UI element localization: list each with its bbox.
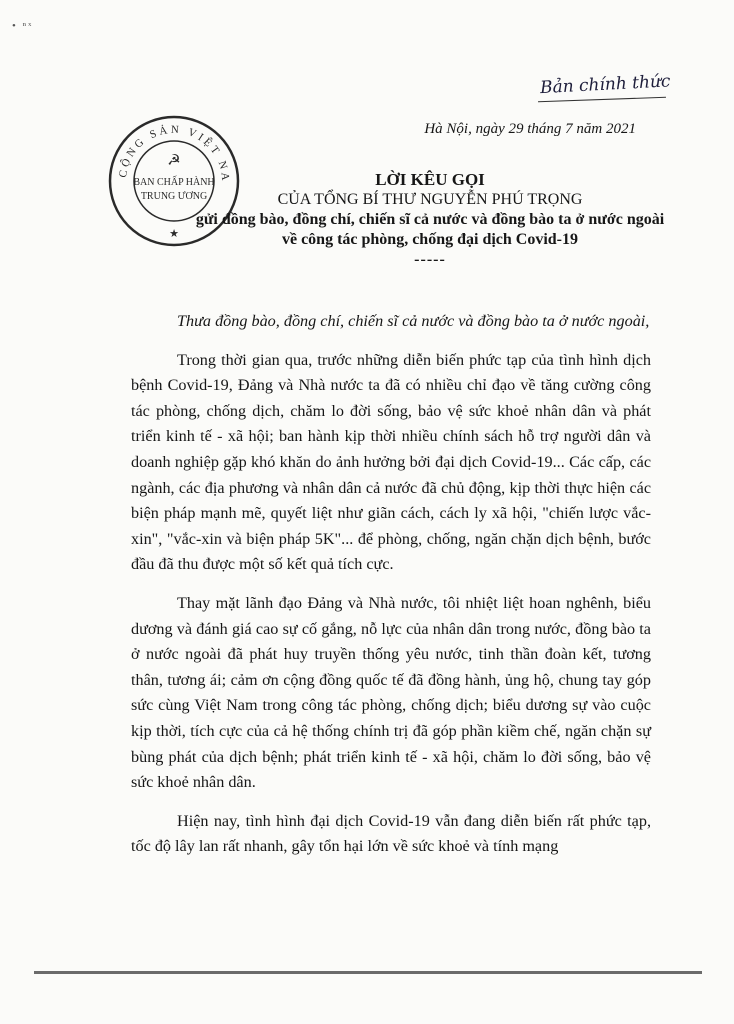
document-title: LỜI KÊU GỌI: [375, 170, 485, 189]
scan-mark: • ⁿˣ: [12, 20, 34, 32]
paragraph: Thay mặt lãnh đạo Đảng và Nhà nước, tôi nhiệt liệt hoan nghênh, biểu dương và đánh giá cao sự cố gắng, nỗ lực của nhân dân trong nước, đồng bào ta ở nước ngoài đã phát huy truyền thống yêu nước, tinh thần đoàn kết, tương thân, tương ái; cảm ơn cộng đồng quốc tế đã đồng hành, ủng hộ, chung tay góp sức cùng Việt Nam trong công tác phòng, chống dịch; biểu dương sự vào cuộc kịp thời, tích cực của cả hệ thống chính trị đã góp phần kiềm chế, ngăn chặn sự bùng phát của dịch bệnh; phát triển kinh tế - xã hội, chăm lo đời sống, bảo vệ sức khoẻ nhân dân.: [131, 593, 651, 792]
author-line: CỦA TỔNG BÍ THƯ NGUYỄN PHÚ TRỌNG: [277, 191, 583, 208]
handwritten-note: Bản chính thức: [539, 71, 671, 99]
date-line: Hà Nội, ngày 29 tháng 7 năm 2021: [424, 121, 636, 137]
subject-line: về công tác phòng, chống đại dịch Covid-19: [281, 231, 579, 248]
emblem-icon: ☭: [167, 151, 181, 169]
seal-arc-text: CỘNG SẢN VIỆT NA: [116, 123, 232, 184]
page-bottom-rule: [34, 971, 702, 974]
document-body: [131, 309, 651, 873]
paragraph: Hiện nay, tình hình đại dịch Covid-19 vẫn đang diễn biến rất phức tạp, tốc độ lây lan rất nhanh, gây tổn hại lớn về sức khoẻ và tính mạng: [131, 811, 651, 856]
seal-line-1: BAN CHẤP HÀNH: [133, 177, 215, 188]
salutation: Thưa đồng bào, đồng chí, chiến sĩ cả nước và đồng bào ta ở nước ngoài,: [177, 312, 650, 330]
seal-line-2: TRUNG ƯƠNG: [140, 191, 208, 202]
recipient-line: gửi đồng bào, đồng chí, chiến sĩ cả nước và đồng bào ta ở nước ngoài: [195, 211, 665, 228]
star-icon: ★: [169, 227, 179, 240]
document-header: [190, 170, 670, 270]
handwritten-underline: [538, 97, 666, 102]
separator: -----: [414, 251, 446, 268]
paragraph: Trong thời gian qua, trước những diễn biến phức tạp của tình hình dịch bệnh Covid-19, Đảng và Nhà nước ta đã có nhiều chỉ đạo về tăng cường công tác phòng, chống dịch, chăm lo đời sống, bảo vệ sức khoẻ nhân dân và phát triển kinh tế - xã hội; ban hành kịp thời nhiều chính sách hỗ trợ người dân và doanh nghiệp gặp khó khăn do ảnh hưởng bởi đại dịch Covid-19... Các cấp, các ngành, các địa phương và nhân dân cả nước đã chủ động, kịp thời thực hiện các biện pháp mạnh mẽ, quyết liệt như giãn cách, cách ly xã hội, "chiến lược vắc-xin", "vắc-xin và biện pháp 5K"... để phòng, chống, ngăn chặn dịch bệnh, bước đầu đã thu được một số kết quả tích cực.: [131, 350, 651, 574]
